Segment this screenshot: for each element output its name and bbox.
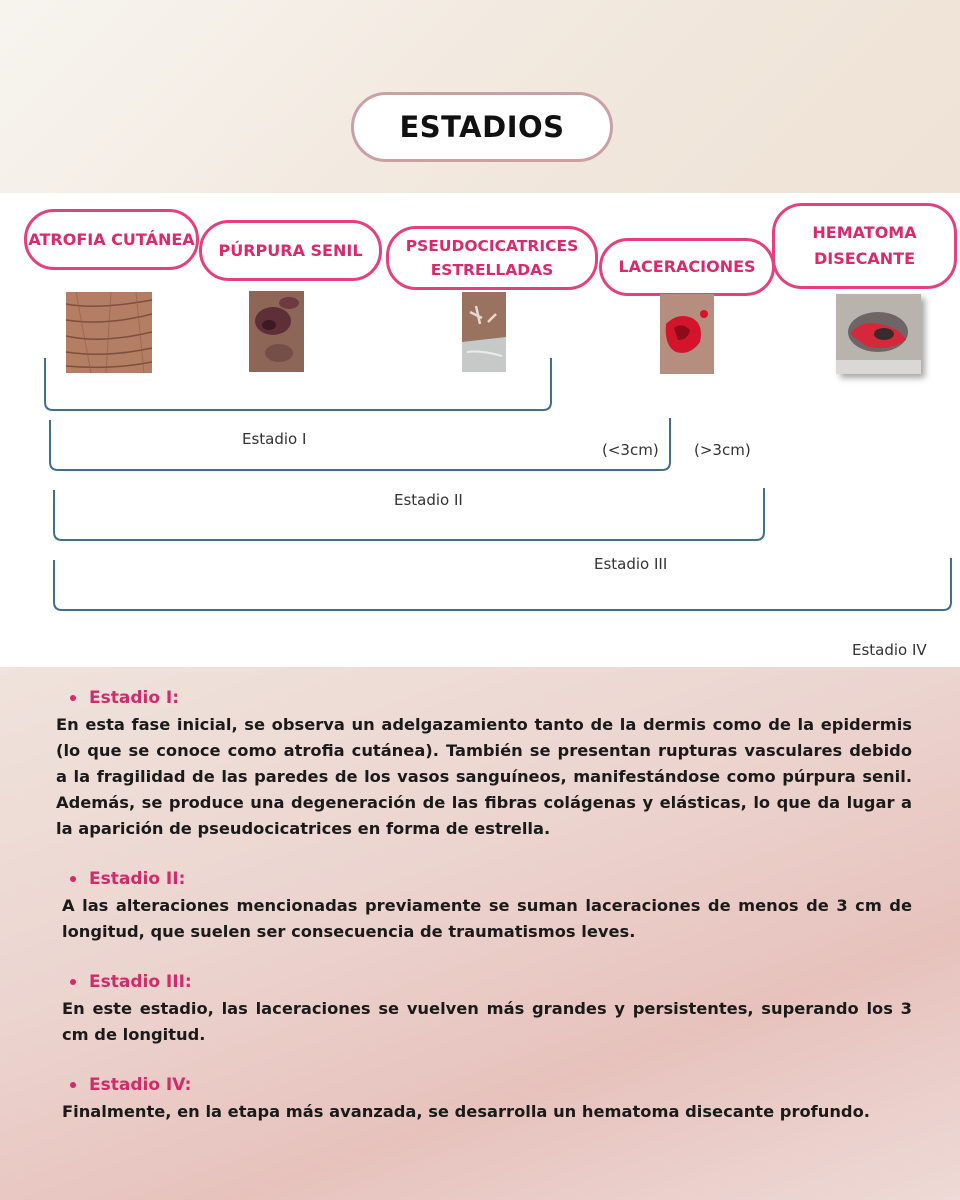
stage-label-2: Estadio II (394, 491, 463, 509)
description-heading: Estadio IV: (70, 1075, 912, 1095)
stage-label-1: Estadio I (242, 430, 307, 448)
stage-label-3: Estadio III (594, 555, 668, 573)
pseudocicatrices-photo (462, 292, 506, 372)
description-stage-2 (56, 869, 912, 945)
description-heading: Estadio II: (70, 869, 912, 889)
description-stage-1 (56, 688, 912, 842)
page-title: ESTADIOS (351, 92, 613, 162)
bullet-icon (70, 979, 76, 985)
description-text: Finalmente, en la etapa más avanzada, se desarrolla un hematoma disecante profundo. (62, 1102, 870, 1121)
bullet-icon (70, 695, 76, 701)
lesion-label-pseudocicatrices: PSEUDOCICATRICES ESTRELLADAS (386, 226, 598, 290)
lesion-label-hematoma: HEMATOMA DISECANTE (772, 203, 957, 289)
description-stage-3 (56, 972, 912, 1048)
atrofia-photo (66, 292, 152, 373)
description-heading: Estadio III: (70, 972, 912, 992)
description-stage-4 (56, 1075, 912, 1125)
description-heading: Estadio I: (70, 688, 912, 708)
bullet-icon (70, 1082, 76, 1088)
size-label-small: (<3cm) (602, 441, 659, 459)
hematoma-photo (836, 294, 921, 374)
lesion-label-laceraciones: LACERACIONES (599, 238, 775, 296)
description-text: En este estadio, las laceraciones se vuelven más grandes y persistentes, superando los 3 cm de longitud. (62, 999, 912, 1044)
lesion-label-purpura: PÚRPURA SENIL (199, 220, 382, 281)
purpura-photo (249, 291, 304, 372)
stage-label-4: Estadio IV (852, 641, 927, 659)
description-text: A las alteraciones mencionadas previamente se suman laceraciones de menos de 3 cm de longitud, que suelen ser consecuencia de traumatismos leves. (62, 896, 912, 941)
description-text: En esta fase inicial, se observa un adelgazamiento tanto de la dermis como de la epidermis (lo que se conoce como atrofia cutánea). También se presentan rupturas vasculares debido a la fragilidad de las paredes de los vasos sanguíneos, manifestándose como púrpura senil. Además, se produce una degeneración de las fibras colágenas y elásticas, lo que da lugar a la aparición de pseudocicatrices en forma de estrella. (56, 715, 912, 838)
bullet-icon (70, 876, 76, 882)
size-label-large: (>3cm) (694, 441, 751, 459)
lesion-label-atrofia: ATROFIA CUTÁNEA (24, 209, 199, 270)
laceraciones-photo (660, 294, 714, 374)
